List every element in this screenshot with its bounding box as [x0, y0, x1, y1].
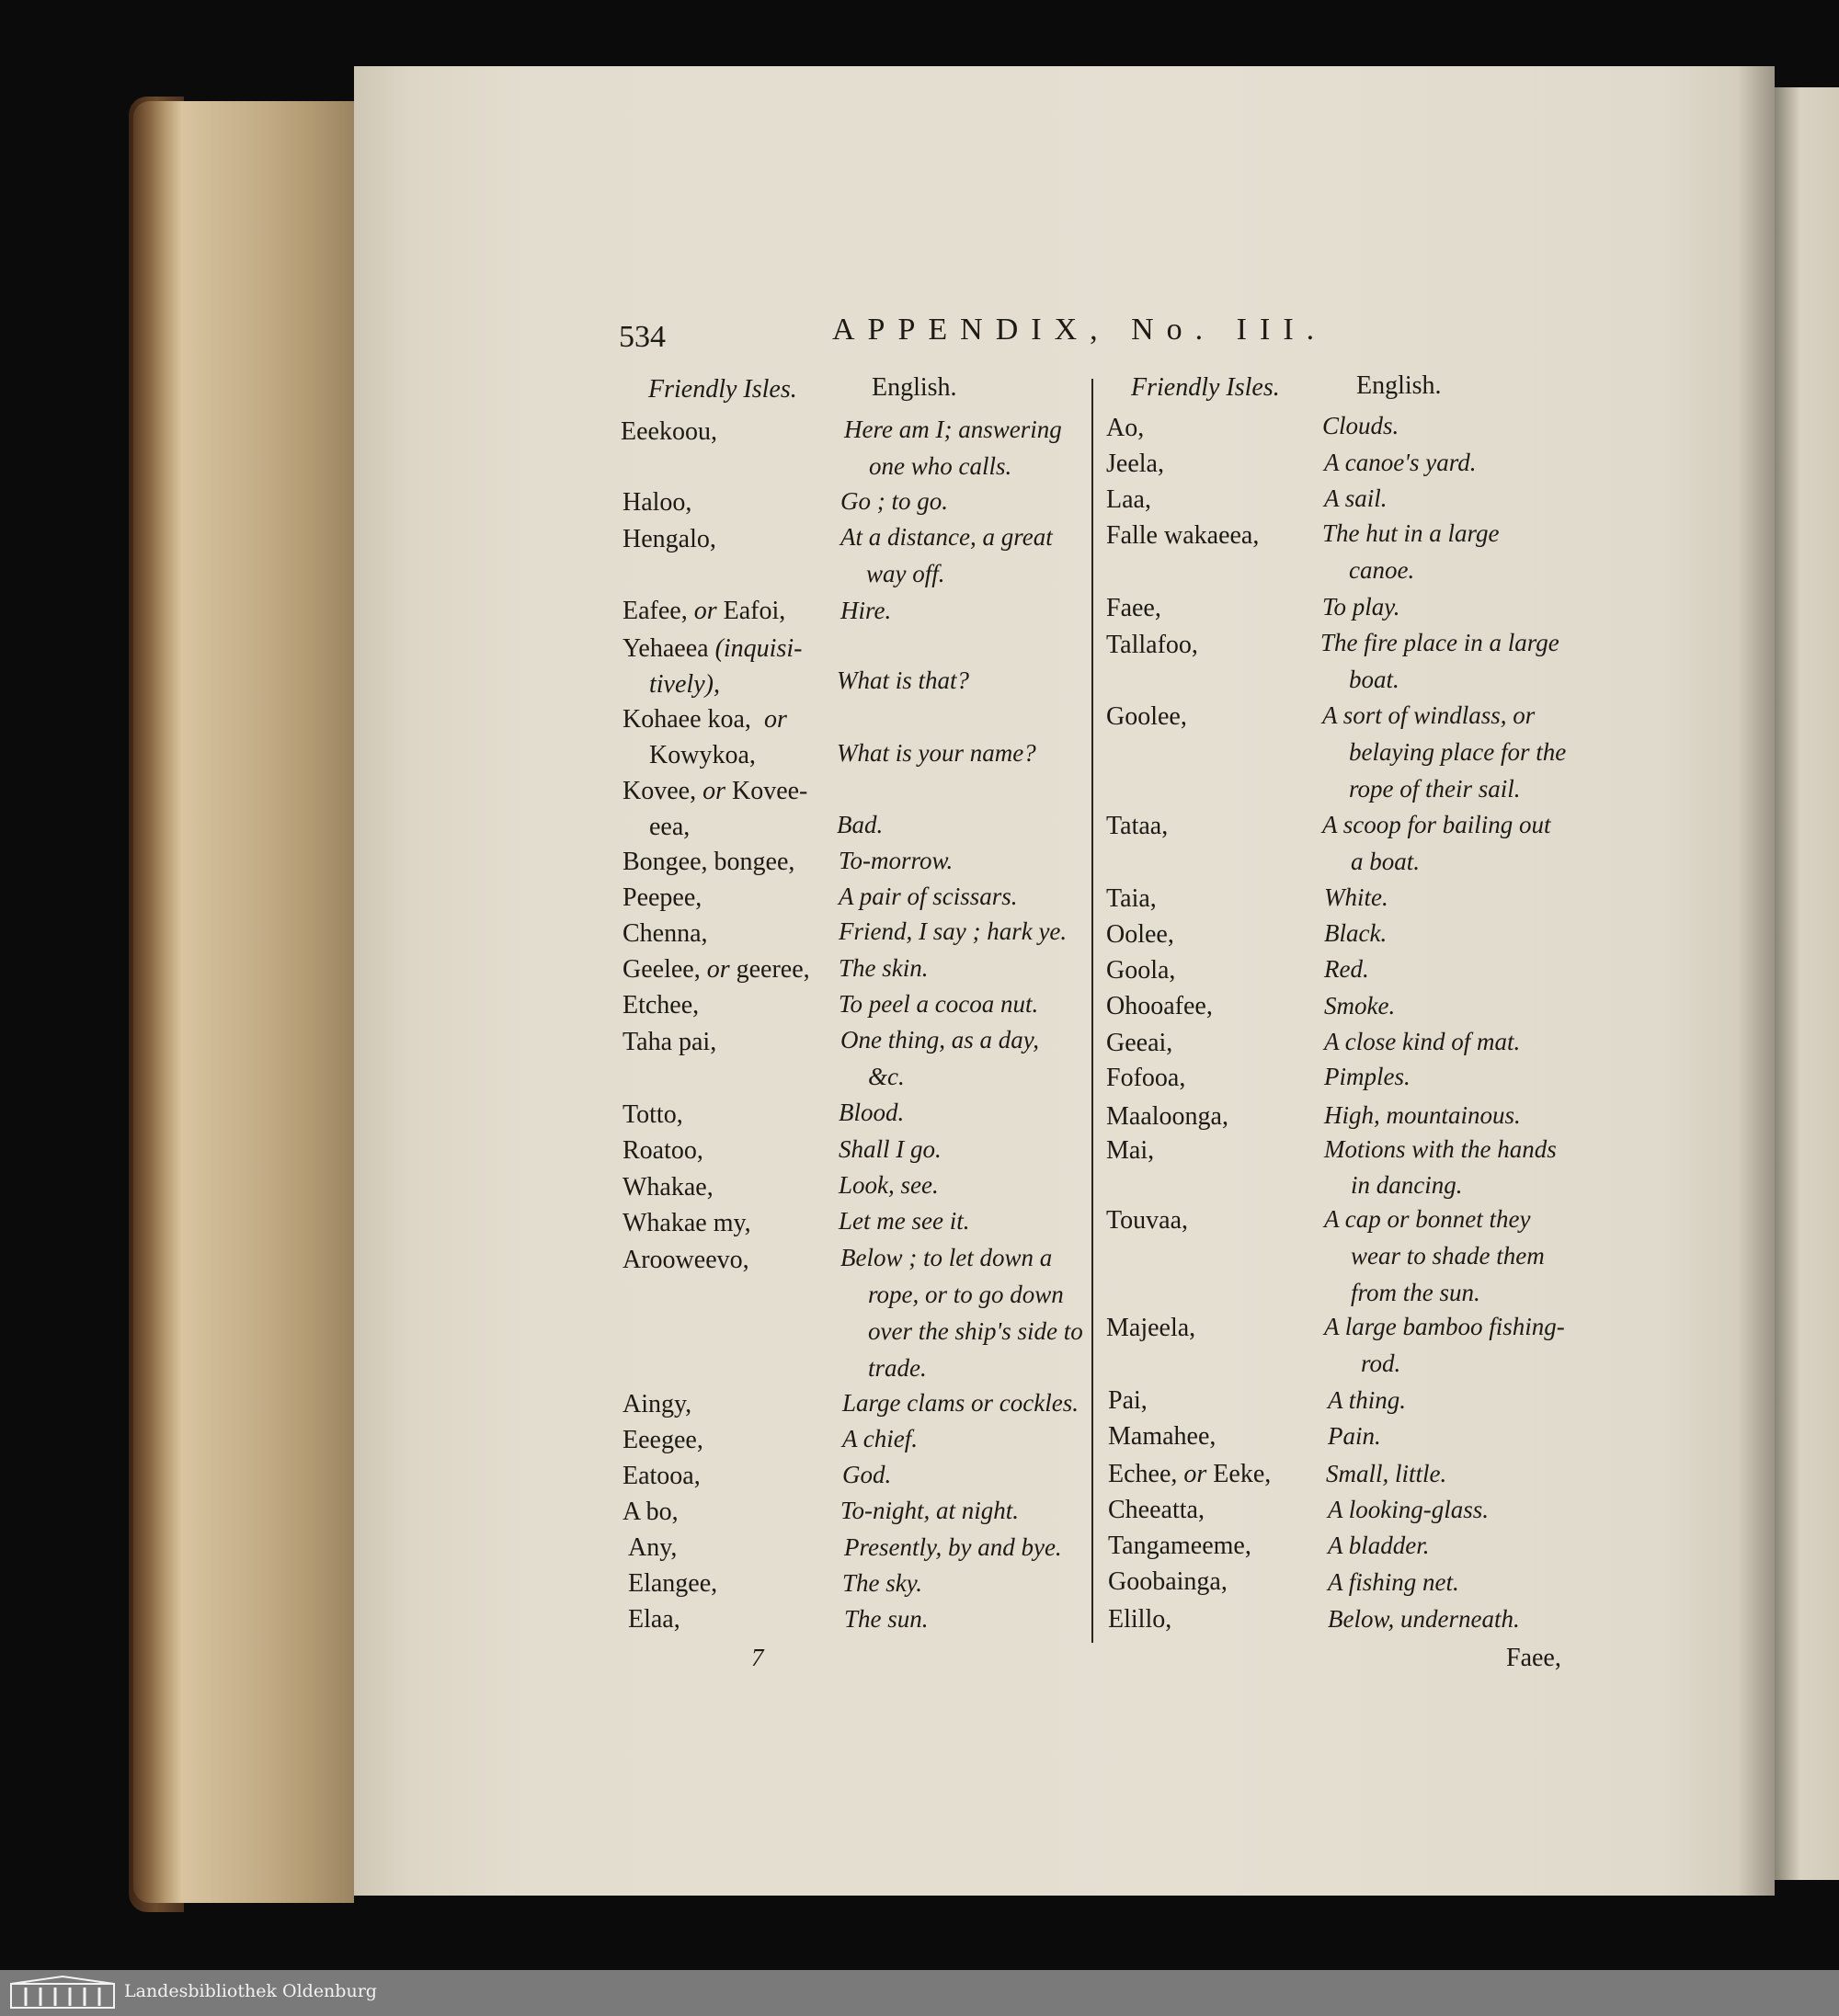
headword: Taha pai, — [623, 1028, 717, 1056]
headword: Elangee, — [628, 1569, 718, 1598]
gloss: A sort of windlass, or — [1322, 701, 1536, 729]
signature-mark: 7 — [751, 1644, 764, 1671]
headword: Echee, or Eeke, — [1108, 1460, 1272, 1488]
headword: Taia, — [1106, 884, 1157, 913]
headword: Haloo, — [623, 488, 692, 517]
gloss: To-morrow. — [839, 847, 954, 874]
headword: Majeela, — [1106, 1314, 1196, 1342]
headword: Etchee, — [623, 991, 700, 1019]
headword-continuation: eea, — [649, 813, 691, 841]
headword: Fofooa, — [1106, 1064, 1186, 1092]
gloss: Shall I go. — [839, 1135, 942, 1163]
headword: Hengalo, — [623, 525, 716, 553]
headword: Maaloonga, — [1106, 1102, 1228, 1131]
headword: Jeela, — [1106, 450, 1164, 478]
gloss: rope, or to go down — [868, 1281, 1064, 1308]
gloss: One thing, as a day, — [840, 1026, 1039, 1054]
page-number: 534 — [619, 320, 666, 354]
gloss: The skin. — [839, 954, 929, 982]
gloss: Small, little. — [1326, 1460, 1447, 1487]
gloss: Look, see. — [839, 1171, 939, 1199]
gloss: Bad. — [837, 811, 884, 838]
column-divider — [1091, 379, 1093, 1643]
gloss: Red. — [1324, 955, 1369, 983]
headword: Eatooa, — [623, 1462, 701, 1490]
gloss: A canoe's yard. — [1324, 449, 1477, 476]
gloss: trade. — [868, 1354, 927, 1382]
gloss: To peel a cocoa nut. — [839, 990, 1039, 1018]
gloss: God. — [842, 1461, 892, 1488]
gloss: Hire. — [840, 597, 892, 624]
facing-page-edge — [1775, 87, 1839, 1880]
gloss: wear to shade them — [1351, 1242, 1545, 1270]
gloss: To-night, at night. — [840, 1497, 1020, 1524]
gloss: A pair of scissars. — [839, 883, 1018, 910]
headword: Totto, — [623, 1100, 683, 1129]
headword: Whakae my, — [623, 1209, 751, 1237]
gloss: Friend, I say ; hark ye. — [839, 917, 1068, 945]
headword: Goolee, — [1106, 702, 1187, 731]
gloss: The hut in a large — [1322, 519, 1500, 547]
headword: Cheeatta, — [1108, 1496, 1205, 1524]
headword: Kohaee koa, or — [623, 705, 787, 734]
headword: Tallafoo, — [1106, 631, 1198, 659]
gloss: The fire place in a large — [1320, 629, 1559, 656]
headword: Tangameeme, — [1108, 1532, 1251, 1560]
headword: Geeai, — [1106, 1029, 1173, 1057]
gloss: rope of their sail. — [1349, 775, 1521, 803]
headword: Chenna, — [623, 919, 708, 948]
gloss: White. — [1324, 883, 1388, 911]
headword: Elaa, — [628, 1605, 680, 1634]
gloss: A chief. — [842, 1425, 918, 1452]
headword: Yehaeea (inquisi- — [623, 634, 803, 663]
gloss: from the sun. — [1351, 1279, 1480, 1306]
gloss: Motions with the hands — [1324, 1135, 1557, 1163]
headword: Laa, — [1106, 485, 1151, 514]
headword: Falle wakaeea, — [1106, 521, 1260, 550]
gloss: way off. — [866, 560, 945, 587]
headword-continuation: tively), — [649, 670, 720, 699]
headword: Oolee, — [1106, 920, 1174, 949]
gloss: Black. — [1324, 919, 1388, 947]
column-header-english-left: English. — [872, 373, 957, 402]
headword: A bo, — [623, 1498, 679, 1526]
headword: Pai, — [1108, 1386, 1148, 1415]
headword: Aingy, — [623, 1390, 692, 1418]
gloss: A looking-glass. — [1328, 1496, 1489, 1523]
gloss: Blood. — [839, 1099, 905, 1126]
gloss: boat. — [1349, 666, 1399, 693]
gloss: one who calls. — [869, 452, 1012, 480]
gloss: Pain. — [1328, 1422, 1381, 1450]
gloss: Clouds. — [1322, 412, 1399, 439]
gloss: The sun. — [844, 1605, 929, 1633]
headword: Eafee, or Eafoi, — [623, 597, 786, 625]
gloss: A fishing net. — [1328, 1568, 1459, 1596]
gloss: To play. — [1322, 593, 1400, 621]
gloss: A thing. — [1328, 1386, 1407, 1414]
gloss: High, mountainous. — [1324, 1101, 1521, 1129]
column-header-friendly-isles-right: Friendly Isles. — [1131, 373, 1280, 402]
gloss: Large clams or cockles. — [842, 1389, 1079, 1417]
gloss: A large bamboo fishing- — [1324, 1313, 1565, 1340]
library-name: Landesbibliothek Oldenburg — [124, 1981, 377, 2001]
gloss: Pimples. — [1324, 1063, 1411, 1090]
headword: Goobainga, — [1108, 1567, 1228, 1596]
catchword: Faee, — [1506, 1644, 1561, 1672]
gloss: A cap or bonnet they — [1324, 1205, 1531, 1233]
headword: Arooweevo, — [623, 1246, 749, 1274]
gloss: Let me see it. — [839, 1207, 970, 1235]
headword: Touvaa, — [1106, 1206, 1189, 1235]
page-title: APPENDIX, No. III. — [832, 313, 1328, 347]
gloss: canoe. — [1349, 556, 1415, 584]
gloss: belaying place for the — [1349, 738, 1567, 766]
gloss: in dancing. — [1351, 1171, 1463, 1199]
headword: Bongee, bongee, — [623, 848, 795, 876]
library-building-icon — [7, 1975, 118, 2011]
column-header-english-right: English. — [1356, 371, 1442, 400]
headword: Tataa, — [1106, 812, 1169, 840]
gloss: What is that? — [837, 666, 970, 694]
headword: Eeegee, — [623, 1426, 703, 1454]
gloss: A scoop for bailing out — [1322, 811, 1551, 838]
headword: Elillo, — [1108, 1605, 1172, 1634]
book-page-edges — [133, 101, 354, 1903]
gloss: What is your name? — [837, 739, 1036, 767]
gloss: over the ship's side to — [868, 1317, 1083, 1345]
headword: Kovee, or Kovee- — [623, 777, 808, 805]
gloss: Below ; to let down a — [840, 1244, 1053, 1271]
gloss: A sail. — [1324, 484, 1388, 512]
headword: Ao, — [1106, 414, 1145, 442]
gloss: A bladder. — [1328, 1532, 1430, 1559]
gloss: The sky. — [842, 1569, 922, 1597]
gloss: Go ; to go. — [840, 487, 948, 515]
gloss: a boat. — [1351, 848, 1421, 875]
gloss: A close kind of mat. — [1324, 1028, 1521, 1055]
headword: Eeekoou, — [621, 417, 717, 446]
gutter-shadow — [1738, 66, 1775, 1896]
headword: Goola, — [1106, 956, 1176, 985]
gloss: Smoke. — [1324, 992, 1396, 1019]
headword: Mai, — [1106, 1136, 1155, 1165]
headword: Ohooafee, — [1106, 992, 1213, 1020]
gloss: Presently, by and bye. — [844, 1533, 1062, 1561]
headword: Faee, — [1106, 594, 1161, 622]
headword: Mamahee, — [1108, 1422, 1216, 1451]
column-header-friendly-isles-left: Friendly Isles. — [648, 375, 797, 404]
gloss: &c. — [868, 1063, 905, 1090]
headword: Any, — [628, 1533, 678, 1562]
gloss: At a distance, a great — [840, 523, 1053, 551]
headword: Whakae, — [623, 1173, 714, 1202]
headword-continuation: Kowykoa, — [649, 741, 756, 769]
gloss: Here am I; answering — [844, 416, 1062, 443]
gloss: Below, underneath. — [1328, 1605, 1520, 1633]
headword: Geelee, or geeree, — [623, 955, 810, 984]
headword: Peepee, — [623, 883, 702, 912]
gloss: rod. — [1361, 1350, 1401, 1377]
headword: Roatoo, — [623, 1136, 703, 1165]
